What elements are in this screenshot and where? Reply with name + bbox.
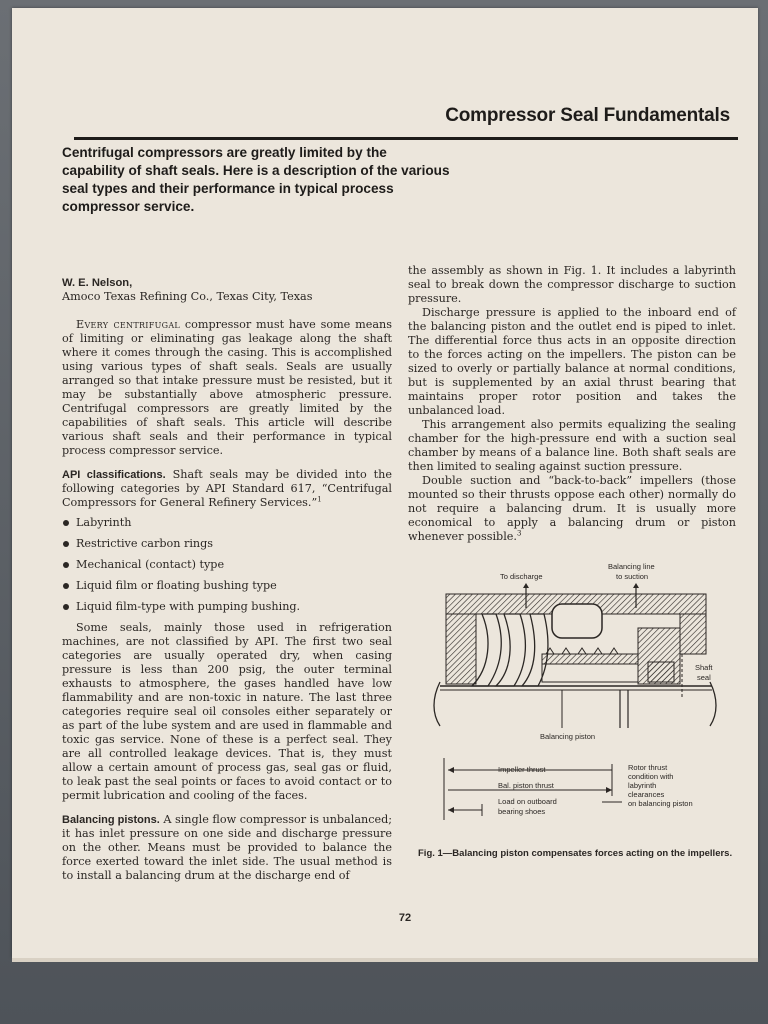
author-affiliation: Amoco Texas Refining Co., Texas City, Texas (62, 290, 313, 303)
api-paragraph-2: Some seals, mainly those used in refrigeration machines, are not classified by API. The first two seal categories are usually operated dry, when casing pressure is less than 200 psig, the outer terminal exhausts to atmosphere, the gases handled have low flammability and are non-toxic in nature. The last three categories require seal oil consoles either separately or as part of the lube system and are used in flammable and toxic gas service. None of these is a perfect seal. They are all controlled leakage devices. That is, they must allow a certain amount of process gas, seal gas or fluid, to leak past the seal points or faces to avoid contact or to permit lubrication and cooling of the faces. (62, 621, 392, 802)
article-deck: Centrifugal compressors are greatly limited by the capability of shaft seals. Here is a description of the various seal types and their performance in typical process compressor service. (62, 145, 450, 214)
author-name: W. E. Nelson, (62, 277, 133, 289)
right-paragraph-1: the assembly as shown in Fig. 1. It includes a labyrinth seal to break down the compressor discharge to suction pressure. (408, 264, 736, 305)
label-load-outboard-2: bearing shoes (498, 807, 546, 816)
api-paragraph (62, 468, 392, 510)
seal-category-list (62, 516, 392, 614)
label-impeller-thrust: Impeller thrust (498, 765, 546, 774)
balancing-paragraph (62, 813, 392, 883)
intro-text: compressor must have some means of limiting or eliminating gas leakage along the shaft where it comes through the casing. This is accomplished using various types of shaft seals. Seals are usually arranged so that intake pressure must be resisted, but it may be substantially above atmospheric pressure. Centrifugal compressors are greatly limited by the capabilities of shaft seals. This article will describe various shaft seals and their performance in typical process compressor service. (62, 318, 392, 457)
right-paragraph-4-text: Double suction and “back-to-back” impellers (those mounted so their thrusts oppose each other) normally do not require a balancing drum. It is usually more economical to apply a balancing drum or piston whenever possible. (408, 474, 736, 543)
intro-lead: Every centrifugal (76, 318, 181, 331)
label-rotor-thrust-5: on balancing piston (628, 799, 693, 808)
article-title: Compressor Seal Fundamentals (445, 105, 730, 126)
label-shaft-seal-1: Shaft (695, 663, 713, 672)
api-text: Shaft seals may be divided into the following categories by API Standard 617, “Centrifugal Compressors for General Refinery Services.” (62, 468, 392, 509)
right-paragraph-4-ref: 3 (516, 529, 522, 538)
label-bal-piston-thrust: Bal. piston thrust (498, 781, 554, 790)
label-to-discharge: To discharge (500, 572, 543, 581)
labyrinth-seal (542, 648, 638, 682)
label-balancing-piston: Balancing piston (540, 732, 596, 741)
label-rotor-thrust-2: condition with (628, 772, 674, 781)
list-item: Restrictive carbon rings (62, 537, 392, 551)
list-item: Mechanical (contact) type (62, 558, 392, 572)
api-heading: API classifications. (62, 469, 166, 481)
intro-paragraph (62, 318, 392, 458)
right-paragraph-2: Discharge pressure is applied to the inboard end of the balancing piston and the outlet end is piped to inlet. The differential force thus acts in an opposite direction to the forces acting on the impellers. The piston can be sized to overly or partially balance at normal conditions, but is supplemented by an axial thrust bearing that maintains proper rotor position and takes the unbalanced load. (408, 306, 736, 417)
figure-balancing-piston (412, 558, 732, 843)
label-rotor-thrust-4: clearances (628, 790, 665, 799)
balancing-text: A single flow compressor is unbalanced; it has inlet pressure on one side and discharge pressure on the other. Means must be provided to balance the force exerted toward the inlet side. The usual method is to install a balancing drum at the discharge end of (62, 813, 393, 882)
balancing-heading: Balancing pistons. (62, 814, 160, 826)
page-number: 72 (398, 912, 412, 924)
figure-caption: Fig. 1—Balancing piston compensates forces acting on the impellers. (418, 848, 733, 859)
label-rotor-thrust-3: labyrinth (628, 781, 657, 790)
label-balancing-line-1: Balancing line (608, 562, 655, 571)
right-paragraph-3: This arrangement also permits equalizing the sealing chamber for the high-pressure end with a suction seal chamber by means of a balance line. Both shaft seals are then limited to sealing against suction pressure. (408, 418, 736, 473)
rotor-shaft (434, 682, 716, 728)
impellers (472, 614, 548, 686)
title-rule (74, 137, 738, 140)
label-balancing-line-2: to suction (616, 572, 649, 581)
right-paragraph-4 (408, 474, 736, 544)
page-edge (12, 958, 758, 962)
list-item: Liquid film or floating bushing type (62, 579, 392, 593)
list-item: Liquid film-type with pumping bushing. (62, 600, 392, 614)
right-column (408, 264, 736, 544)
left-column (62, 264, 392, 883)
label-shaft-seal-2: seal (697, 673, 711, 682)
label-rotor-thrust-1: Rotor thrust (628, 763, 668, 772)
label-load-outboard-1: Load on outboard (498, 797, 557, 806)
api-ref: 1 (317, 495, 322, 504)
list-item: Labyrinth (62, 516, 392, 530)
